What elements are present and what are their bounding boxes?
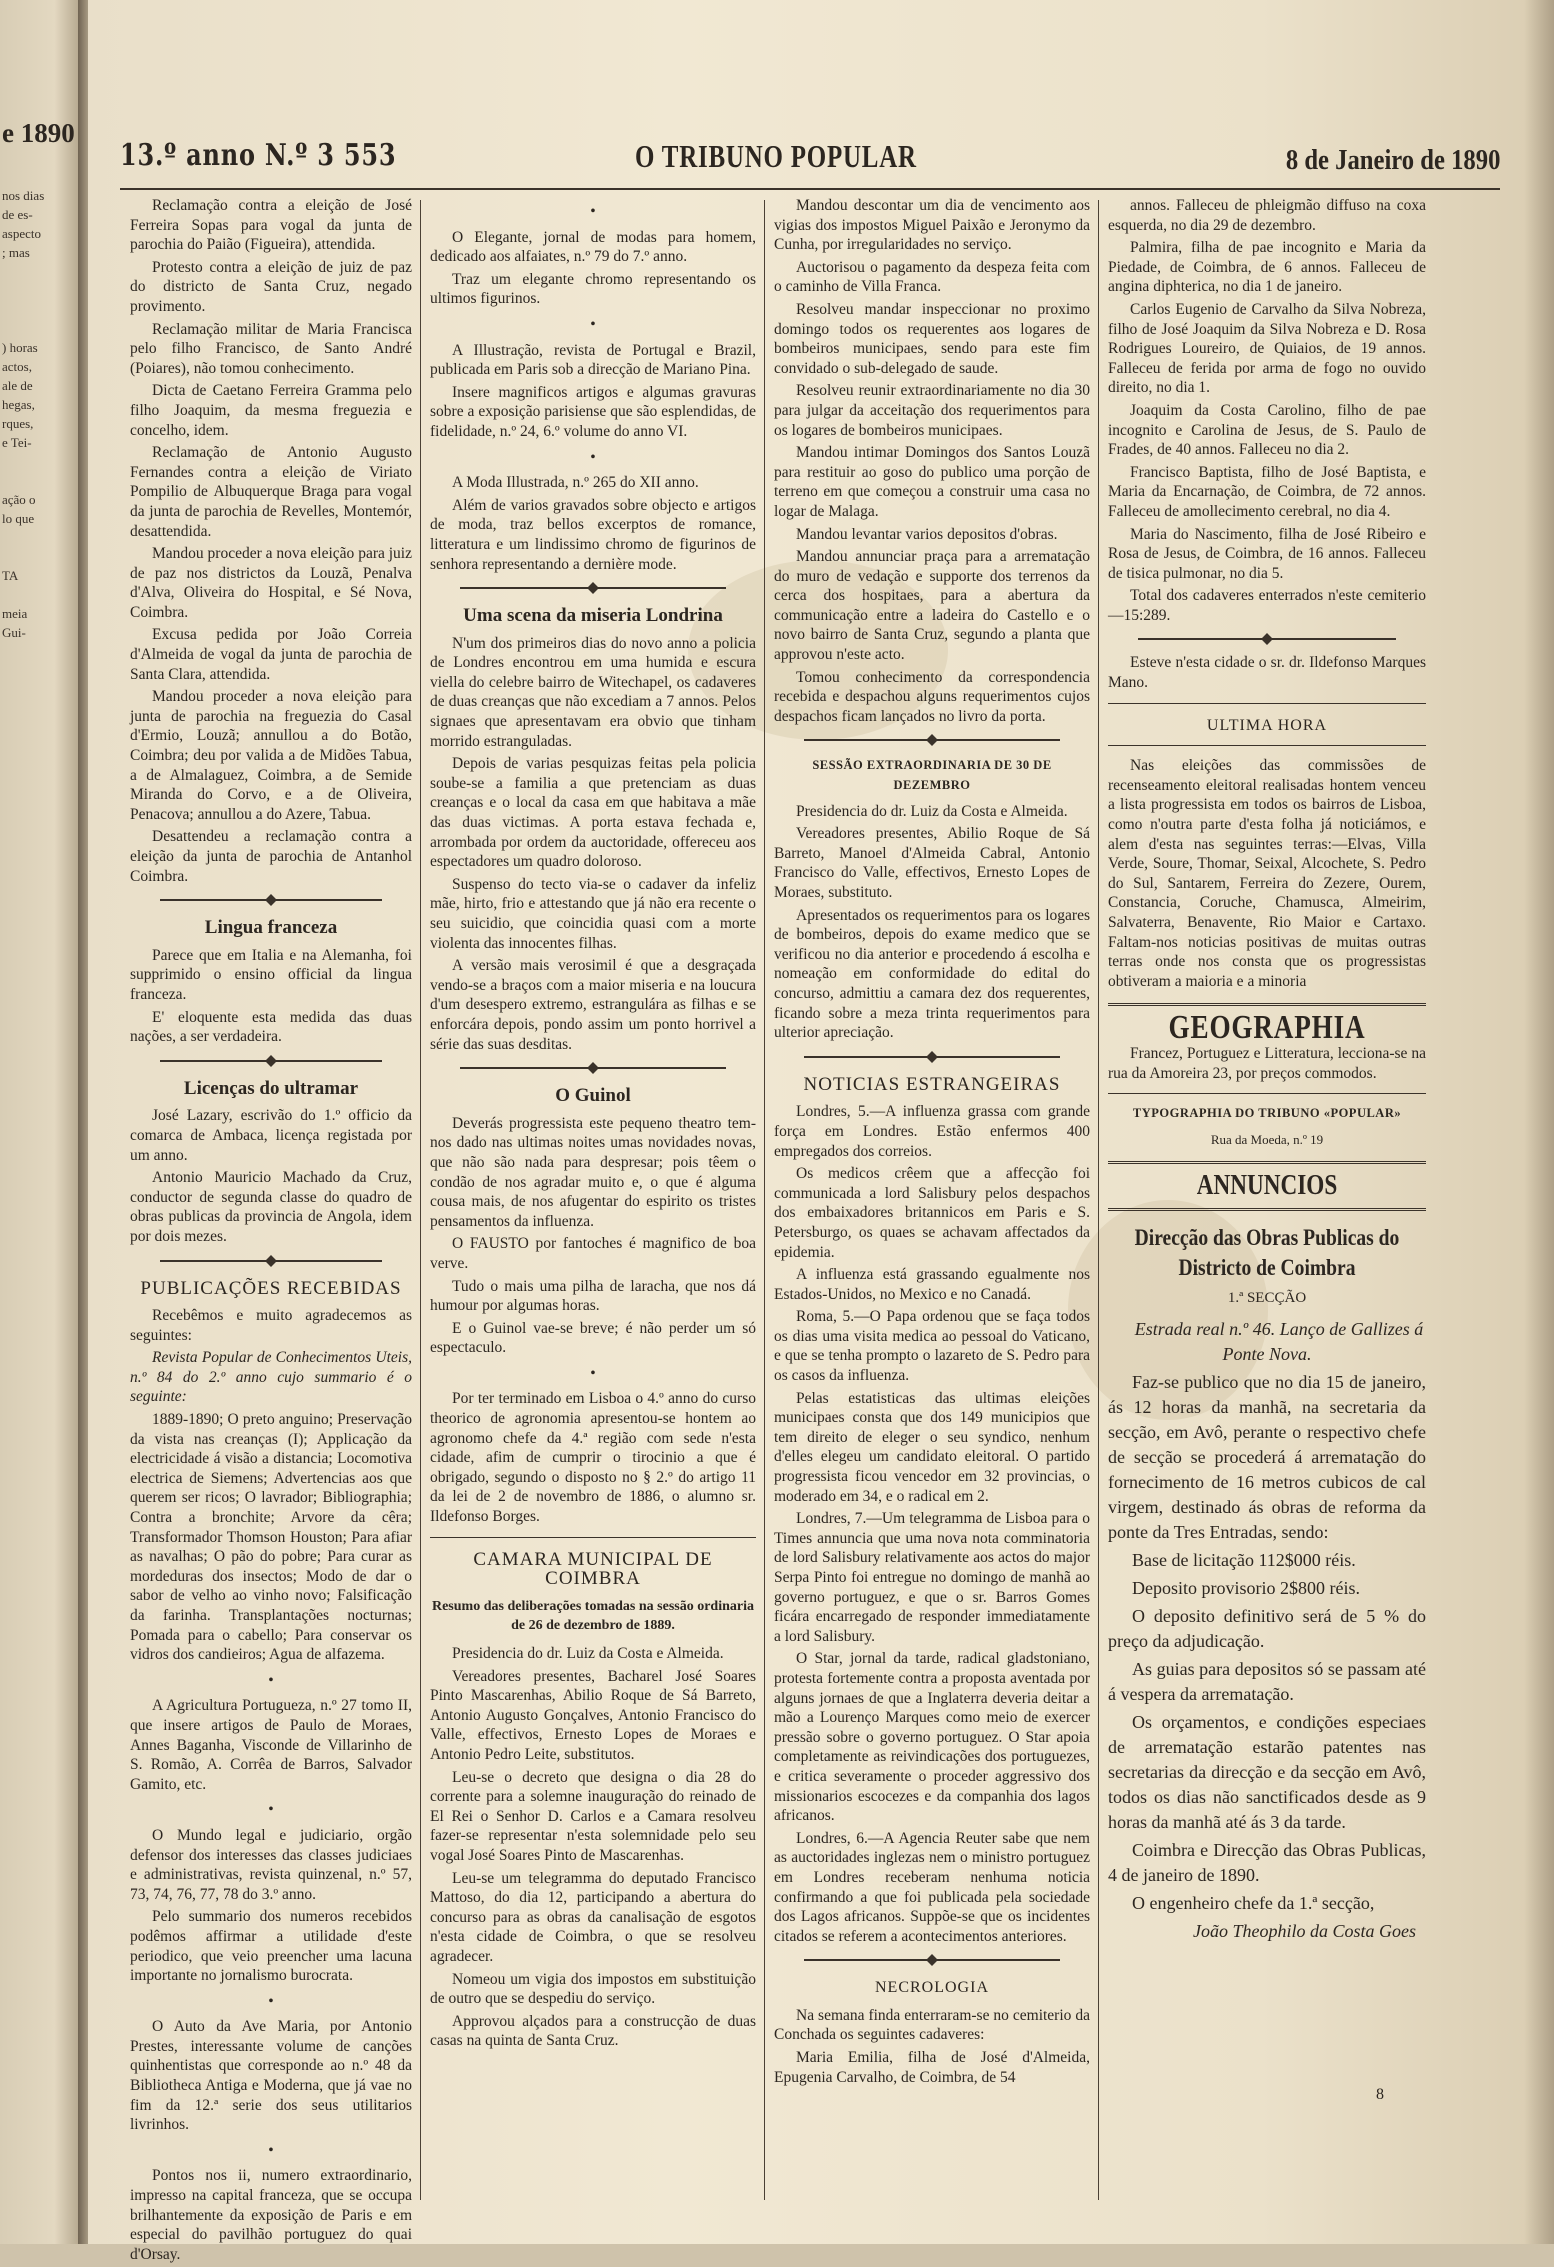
column-divider xyxy=(420,200,421,2200)
paragraph: A versão mais verosimil é que a desgraçada vendo-se a braços com a maior miseria e na loucura d'um desespero extremo, estrangulára as filhas e se enforcára depois, pondo assim um ponto horrivel a série das suas desditas. xyxy=(430,957,756,1053)
paragraph: Tomou conhecimento da correspondencia recebida e despachou alguns requerimentos cujos despachos ficam lançados no livro da porta. xyxy=(774,668,1090,725)
paragraph: Além de varios gravados sobre objecto e artigos de moda, traz bellos excerptos de romance, litteratura e um lindissimo chromo de figurinos de senhora representando a dernière mode. xyxy=(430,496,756,573)
notice-paragraph: As guias para depositos só se passam até á vespera da arrematação. xyxy=(1108,1658,1426,1704)
advert-heading: GEOGRAPHIA xyxy=(1168,1009,1366,1047)
column-divider xyxy=(764,200,765,2200)
paragraph: Leu-se um telegramma do deputado Francisco Mattoso, do dia 12, participando a abertura do concurso para as obras da canalisação de esgotos n'esta cidade de Coimbra, o que se resolveu agradecer. xyxy=(430,1869,756,1965)
paragraph: Mandou descontar um dia de vencimento aos vigias dos impostos Miguel Paixão e Jeronymo da Cunha, por irregularidades no serviço. xyxy=(774,197,1090,254)
column-3 xyxy=(774,196,1090,2090)
news-item: Os medicos crêem que a affecção foi communicada a lord Salisbury pelos despachos dos embaixadores britannicos em Paris e S. Petersburgo, os quaes se achavam affectados da epidemia. xyxy=(774,1165,1090,1261)
facing-page-fragment: ação o xyxy=(2,492,36,507)
masthead xyxy=(120,138,1500,184)
notice-paragraph: Deposito provisorio 2$800 réis. xyxy=(1132,1577,1360,1598)
section-heading: SESSÃO EXTRAORDINARIA DE 30 DE DEZEMBRO xyxy=(812,758,1052,793)
separator-star: • xyxy=(268,1992,274,2010)
section-heading: Lingua franceza xyxy=(204,917,338,939)
paragraph: O Auto da Ave Maria, por Antonio Prestes, interessante volume de canções quinhentistas que corresponde ao n.º 48 da Bibliotheca Antiga e Moderna, que já vae no fim da 12.ª serie dos seus utilitarios livrinhos. xyxy=(130,2018,412,2134)
paragraph: Nomeou um vigia dos impostos em substituição de outro que se despediu do serviço. xyxy=(430,1970,756,2008)
separator-rule xyxy=(1108,703,1426,704)
paragraph: Vereadores presentes, Abilio Roque de Sá Barreto, Manoel d'Almeida Cabral, Antonio Francisco do Valle, effectivos, Ernesto Lopes de Moraes, substituto. xyxy=(774,825,1090,901)
separator-ornament xyxy=(460,582,726,594)
paragraph: Pelo summario dos numeros recebidos podêmos affirmar a utilidade d'este periodico, que veio preencher uma lacuna importante no jornalismo burocrata. xyxy=(130,1908,412,1985)
section-label: 1.ª SECÇÃO xyxy=(1227,1289,1307,1306)
paragraph: Approvou alçados para a construcção de duas casas na quinta de Santa Cruz. xyxy=(430,2012,756,2050)
paragraph: Desattendeu a reclamação contra a eleição da junta de parochia de Antanhol Coimbra. xyxy=(130,828,412,885)
paragraph: Antonio Mauricio Machado da Cruz, conductor de segunda classe do quadro de obras publicas da provincia de Angola, idem por dois mezes. xyxy=(130,1169,412,1245)
news-item: Pelas estatisticas das ultimas eleições municipaes consta que dos 149 municipios que tem direito de eleger o seu syndico, nenhum d'elles elegeu um candidato eleitoral. O partido progressista ficou vencedor em 32 provincias, o moderado em 34, e o radical em 2. xyxy=(774,1389,1090,1505)
paragraph: A Illustração, revista de Portugal e Brazil, publicada em Paris sob a direcção de Mariano Pina. xyxy=(430,341,756,379)
obituary-entry: Carlos Eugenio de Carvalho da Silva Nobreza, filho de José Joaquim da Silva Nobreza e D. Rosa Rodrigues Loureiro, de Quiaios, de 19 annos. Falleceu de ferida por arma de fogo no ouvido direito, no dia 1. xyxy=(1108,300,1426,397)
paragraph: Deverás progressista este pequeno theatro tem-nos dado nas ultimas noites umas novidades novas, que não são nada para despresar; pois têem o condão de nos agradar muito e, o que é alguma cousa mais, de nos afugentar do espirito os tristes pensamentos da influenza. xyxy=(430,1114,756,1230)
paragraph: O Elegante, jornal de modas para homem, dedicado aos alfaiates, n.º 79 do 7.º anno. xyxy=(430,228,756,266)
facing-page-strip xyxy=(0,0,78,2244)
paragraph: N'um dos primeiros dias do novo anno a policia de Londres encontrou em uma humida e escura viella do celebre bairro de Witechapel, os cadaveres de duas creanças que não excediam a 7 annos. Pelos signaes que apresentavam era obvio que tinham morrido estranguladas. xyxy=(430,634,756,750)
road-reference: Estrada real n.º 46. Lanço de Gallizes á Ponte Nova. xyxy=(1134,1318,1424,1364)
advert-title: Direcção das Obras Publicas do Districto de Coimbra xyxy=(1134,1224,1400,1280)
separator-star: • xyxy=(590,203,596,220)
masthead-rule xyxy=(120,188,1500,190)
printer-name: TYPOGRAPHIA DO TRIBUNO «POPULAR» xyxy=(1132,1106,1402,1121)
paragraph: Leu-se o decreto que designa o dia 28 do corrente para a solemne inauguração do reinado de El Rei o Senhor D. Carlos e a Camara resolveu fazer-se representar n'esta solemnidade pelo seu vogal José Soares Pinto de Mascarenhas. xyxy=(430,1768,756,1864)
obituary-entry: Francisco Baptista, filho de José Baptista, e Maria da Encarnação, de Coimbra, de 72 annos. Falleceu de amollecimento cerebral, no dia 4. xyxy=(1108,463,1426,520)
issue-date: 8 de Janeiro de 1890 xyxy=(1285,144,1500,176)
signature: João Theophilo da Costa Goes xyxy=(1193,1920,1416,1941)
separator-star: • xyxy=(268,1801,274,1819)
separator-star: • xyxy=(590,315,596,333)
paragraph: Mandou proceder a nova eleição para junta de parochia na freguezia do Casal d'Ermio, Louzã; annullou a do Botão, Coimbra; deu por valida a de Midões Tabua, a de Almalaguez, Coimbra, a de Semide Miranda do Corvo, e a de Oliveira, Penacova; annullou a do Azere, Tabua. xyxy=(130,688,412,823)
obituary-entry: Maria Emilia, filha de José d'Almeida, Epugenia Carvalho, de Coimbra, de 54 xyxy=(774,2049,1090,2086)
paragraph: Protesto contra a eleição de juiz de paz do districto de Santa Cruz, negado provimento. xyxy=(130,258,412,315)
paragraph: Traz um elegante chromo representando os ultimos figurinos. xyxy=(430,270,756,308)
section-subheading: Resumo das deliberações tomadas na sessão ordinaria de 26 de dezembro de 1889. xyxy=(431,1598,754,1634)
paragraph: O Mundo legal e judiciario, orgão defensor dos interesses das classes judiciaes e administrativas, revista quinzenal, n.º 57, 73, 74, 76, 77, 78 do 3.º anno. xyxy=(130,1826,412,1903)
column-divider xyxy=(1098,200,1099,2200)
facing-page-fragment: meia xyxy=(2,606,28,621)
notice-paragraph: Base de licitação 112$000 réis. xyxy=(1132,1549,1356,1570)
paragraph: 1889-1890; O preto anguino; Preservação da vista nas creanças (I); Applicação da electricidade á visão a distancia; Locomotiva electrica de Siemens; Advertencias aos que querem ser ricos; O lavrador; Bibliographia; Contra a bronchite; Arvore da cêra; Transformador Thomson Houston; Para afiar as navalhas; O pão do pobre; Para curar as mordeduras dos insectos; Modo de dar o sabor de velho ao vinho novo; Falsificação da farinha. Transplantações nocturnas; Pomada para o cabello; Para conservar os vidros dos candieiros; Agua de alfazema. xyxy=(130,1411,412,1664)
paragraph: Pontos nos ii, numero extraordinario, impresso na capital franceza, que se occupa brilhantemente da exposição de Paris e em especial do pavilhão portuguez do quai d'Orsay. xyxy=(130,2167,412,2263)
obituary-entry: annos. Falleceu de phleigmão diffuso na coxa esquerda, no dia 29 de dezembro. xyxy=(1108,197,1426,234)
obituary-entry: Maria do Nascimento, filha de José Ribeiro e Rosa de Jesus, de Coimbra, de 16 annos. Falleceu de tisica pulmonar, no dia 5. xyxy=(1108,525,1426,582)
paragraph: Recebêmos e muito agradecemos as seguintes: xyxy=(130,1307,412,1344)
paragraph: Parece que em Italia e na Alemanha, foi supprimido o ensino official da lingua franceza. xyxy=(130,946,412,1003)
separator-rule xyxy=(1108,1003,1426,1006)
separator-ornament xyxy=(160,1055,382,1067)
paragraph: José Lazary, escrivão do 1.º officio da comarca de Ambaca, licença registada por um anno. xyxy=(130,1107,412,1164)
separator-star: • xyxy=(590,448,596,466)
printer-address: Rua da Moeda, n.º 19 xyxy=(1210,1131,1324,1147)
column-1 xyxy=(130,196,412,2267)
paragraph: Por ter terminado em Lisboa o 4.º anno do curso theorico de agronomia apresentou-se hontem ao agronomo chefe da 4.ª região com sede n'esta cidade, afim de cumprir o tirocinio a que é obrigado, segundo o disposto no § 2.º do artigo 11 da lei de 2 de novembro de 1886, o alumno sr. Ildefonso Borges. xyxy=(430,1390,756,1526)
paragraph: Depois de varias pesquizas feitas pela policia soube-se a familia a que pretenciam as duas creanças e o local da casa em que habitava a mãe das duas victimas. A porta estava fechada e, arrombada por ordem da auctoridade, offereceu aos espectadores um quadro doloroso. xyxy=(430,755,756,871)
newspaper-page xyxy=(88,0,1554,2263)
paragraph: Vereadores presentes, Bacharel José Soares Pinto Mascarenhas, Abilio Roque de Sá Barreto, Antonio Augusto Gonçalves, Antonio Francisco do Valle, effectivos, Ernesto Lopes de Moraes e Antonio Pedro Leite, substitutos. xyxy=(430,1667,756,1763)
separator-ornament xyxy=(1138,633,1396,645)
section-heading: Uma scena da miseria Londrina xyxy=(463,605,723,627)
book-gutter xyxy=(78,0,88,2244)
page-number: 8 xyxy=(1376,2086,1384,2103)
paragraph: Presidencia do dr. Luiz da Costa e Almeida. xyxy=(452,1645,724,1662)
notice-paragraph: Os orçamentos, e condições especiaes de arrematação estarão patentes nas secretarias da direcção e da secção em Avô, todos os dias não sanctificados desde as 9 horas da manhã até ás 3 da tarde. xyxy=(1108,1711,1426,1832)
separator-star: • xyxy=(590,1364,596,1382)
news-item: O Star, jornal da tarde, radical gladstoniano, protesta fortemente contra a proposta aventada por alguns jornaes de que a Inglaterra deveria deitar a mão a Lourenço Marques como meio de exercer pressão sobre o governo portuguez. O Star apoia completamente as reivindicações dos portuguezes, e critica severamente o proceder aggressivo dos missionarios escocezes e da companhia dos lagos africanos. xyxy=(774,1650,1090,1825)
section-heading: NECROLOGIA xyxy=(875,1979,989,1997)
separator-ornament xyxy=(460,1062,726,1074)
paragraph: Presidencia do dr. Luiz da Costa e Almeida. xyxy=(796,802,1068,820)
facing-page-year: e 1890 xyxy=(2,118,75,148)
column-2 xyxy=(430,196,756,2054)
facing-page-fragment: Gui- xyxy=(2,625,26,640)
notice-paragraph: O deposito definitivo será de 5 % do preço da adjudicação. xyxy=(1108,1605,1426,1651)
facing-page-fragment: hegas, xyxy=(2,397,35,412)
news-item: Londres, 6.—A Agencia Reuter sabe que nem as auctoridades inglezas nem o ministro portuguez em Londres receberam nenhuma noticia confirmando a que foi publicada pela sociedade dos Lagos africanos. Suppõe-se que os incidentes citados se referem a acontecimentos anteriores. xyxy=(774,1829,1090,1945)
paragraph: Resolveu mandar inspeccionar no proximo domingo todos os requerentes aos logares de bombeiros municipaes, sendo para este fim convidado o sub-delegado de saude. xyxy=(774,300,1090,377)
paragraph: Auctorisou o pagamento da despeza feita com o caminho de Villa Franca. xyxy=(774,258,1090,296)
separator-rule xyxy=(430,1537,756,1538)
obituary-entry: Joaquim da Costa Carolino, filho de pae incognito e Carolina de Jesus, de S. Paulo de Frades, de 40 annos. Falleceu no dia 2. xyxy=(1108,401,1426,459)
newspaper-title: O TRIBUNO POPULAR xyxy=(635,138,917,174)
paragraph: Suspenso do tecto via-se o cadaver da infeliz mãe, hirto, frio e attestando que já não era recente o seu suicidio, que coincidia quasi com a morte violenta das innocentes filhas. xyxy=(430,875,756,952)
separator-star: • xyxy=(268,2141,274,2159)
facing-page-fragment: e Tei- xyxy=(2,435,32,450)
paragraph: Mandou levantar varios depositos d'obras. xyxy=(796,525,1058,543)
paragraph: Mandou annunciar praça para a arrematação do muro de vedação e supporte dos terrenos da cerca dos hospitaes, para a abertura da communicação entre a ladeira do Castello e o novo bairro de Santa Cruz, segundo a planta que approvou n'este acto. xyxy=(774,548,1090,664)
paragraph: E o Guinol vae-se breve; é não perder um só espectaculo. xyxy=(430,1319,756,1357)
obituary-entry: Palmira, filha de pae incognito e Maria da Piedade, de Coimbra, de 6 annos. Falleceu de angina diphterica, no dia 1 de janeiro. xyxy=(1108,239,1426,296)
facing-page-fragment: aspecto xyxy=(2,226,41,241)
paragraph: Resolveu reunir extraordinariamente no dia 30 para julgar da acceitação dos requerimentos para os logares de bombeiros municipaes. xyxy=(774,382,1090,439)
paragraph: Reclamação de Antonio Augusto Fernandes contra a eleição de Viriato Pompilio de Albuquerque Braga para vogal da junta de parochia de Revelles, Montemór, desattendida. xyxy=(130,444,412,540)
paragraph: Insere magnificos artigos e algumas gravuras sobre a exposição parisiense que são esplendidas, de fidelidade, n.º 24, 6.º volume do anno VI. xyxy=(430,383,756,440)
column-4 xyxy=(1108,196,1426,1947)
section-heading: NOTICIAS ESTRANGEIRAS xyxy=(803,1073,1061,1095)
paragraph: Dicta de Caetano Ferreira Gramma pelo filho Joaquim, da mesma freguezia e concelho, idem. xyxy=(130,382,412,439)
paragraph: O FAUSTO por fantoches é magnifico de boa verve. xyxy=(430,1235,756,1272)
news-item: Londres, 5.—A influenza grassa com grande força em Londres. Estão enfermos 400 empregados dos correios. xyxy=(774,1103,1090,1160)
paragraph: A Moda Illustrada, n.º 265 do XII anno. xyxy=(452,474,699,492)
section-heading: CAMARA MUNICIPAL DE COIMBRA xyxy=(473,1548,713,1590)
news-item: Roma, 5.—O Papa ordenou que se faça todos os dias uma visita medica ao pessoal do Vaticano, e que se tenha prompto o lazareto de S. Pedro para os casos da influenza. xyxy=(774,1308,1090,1385)
separator-rule xyxy=(1108,1208,1426,1211)
separator-rule xyxy=(1108,1093,1426,1094)
paragraph: Nas eleições das commissões de recenseamento eleitoral realisadas hontem venceu a lista progressista em todos os bairros de Lisboa, como n'outra parte d'esta folha já noticiámos, e alem d'esta nas seguintes terras:—Elvas, Villa Verde, Soure, Thomar, Seixal, Alcochete, S. Pedro do Sul, Santarem, Ferreira do Zezere, Ourem, Constancia, Coruche, Chamusca, Almeirim, Salvaterra, Benavente, Rio Maior e Cartaxo. Faltam-nos noticias positivas de muitas outras terras onde nos consta que os progressistas obtiveram a maioria e a minoria xyxy=(1108,757,1426,990)
separator-rule xyxy=(1108,1161,1426,1164)
paragraph: Revista Popular de Conhecimentos Uteis, n.º 84 do 2.º anno cujo summario é o seguinte: xyxy=(130,1349,412,1406)
separator-ornament xyxy=(160,1255,382,1267)
obituary-entry: Na semana finda enterraram-se no cemiterio da Conchada os seguintes cadaveres: xyxy=(774,2006,1090,2044)
paragraph: A Agricultura Portugueza, n.º 27 tomo II, que insere artigos de Paulo de Moraes, Annes Baganha, Visconde de Villarinho de S. Romão, A. Corrêa de Barros, Salvador Gamito, etc. xyxy=(130,1697,412,1793)
facing-page-fragment: ale de xyxy=(2,378,33,393)
district-council-decisions xyxy=(130,196,412,886)
issue-number: 13.º anno N.º 3 553 xyxy=(120,138,397,173)
paragraph: Mandou proceder a nova eleição para juiz de paz nos districtos da Louzã, Penalva d'Alva, Oliveira do Hospital, e Sé Nova, Coimbra. xyxy=(130,545,412,621)
facing-page-fragment: ) horas xyxy=(2,340,38,355)
facing-page-fragment: actos, xyxy=(2,359,32,374)
paragraph: E' eloquente esta medida das duas nações, a ser verdadeira. xyxy=(130,1008,412,1046)
obituary-entry: Total dos cadaveres enterrados n'este cemiterio—15:289. xyxy=(1108,587,1426,624)
news-item: Londres, 7.—Um telegramma de Lisboa para o Times annuncia que uma nova nota comminatoria de lord Salisbury relativamente aos actos do major Serpa Pinto foi entregue no domingo de manhã ao governo portuguez, e que o sr. Barros Gomes ficára encarregado de responder immediatamente a lord Salisbury. xyxy=(774,1510,1090,1645)
notice-paragraph: Faz-se publico que no dia 15 de janeiro, ás 12 horas da manhã, na secretaria da secção, em Avô, perante o respectivo chefe de secção se procederá á arrematação do fornecimento de 16 metros cubicos de cal virgem, destinado ás obras de reforma da ponte da Tres Entradas, sendo: xyxy=(1108,1371,1426,1542)
separator-ornament xyxy=(804,1954,1060,1966)
notice-paragraph: O engenheiro chefe da 1.ª secção, xyxy=(1132,1892,1375,1913)
separator-ornament xyxy=(804,734,1060,746)
section-heading: Licenças do ultramar xyxy=(183,1077,359,1099)
separator-rule xyxy=(1108,745,1426,746)
paragraph: Esteve n'esta cidade o sr. dr. Ildefonso Marques Mano. xyxy=(1108,654,1426,692)
facing-page-fragment: de es- xyxy=(2,207,33,222)
paragraph: Francez, Portuguez e Litteratura, lecciona-se na rua da Amoreira 23, por preços commodos. xyxy=(1108,1044,1426,1082)
separator-star: • xyxy=(268,1671,274,1689)
paragraph: Mandou intimar Domingos dos Santos Louzã para restituir ao goso do publico uma porção de terreno em que começou a construir uma casa no logar de Malaga. xyxy=(774,444,1090,520)
annuncios-heading: ANNUNCIOS xyxy=(1196,1169,1338,1202)
facing-page-fragment: lo que xyxy=(2,511,35,526)
separator-ornament xyxy=(160,894,382,906)
paragraph: Reclamação militar de Maria Francisca pelo filho Francisco, de Santo André (Poiares), não tomou conhecimento. xyxy=(130,320,412,377)
separator-ornament xyxy=(804,1051,1060,1063)
section-heading: ULTIMA HORA xyxy=(1206,716,1328,734)
facing-page-fragment: rques, xyxy=(2,416,34,431)
paragraph: Excusa pedida por João Correia d'Almeida de vogal da junta de parochia de Santa Clara, attendida. xyxy=(130,626,412,683)
news-item: A influenza está grassando egualmente nos Estados-Unidos, no Mexico e no Canadá. xyxy=(774,1266,1090,1303)
facing-page-fragment: nos dias xyxy=(2,188,45,203)
paragraph: Apresentados os requerimentos para os logares de bombeiros, depois do exame medico que se verificou no dia anterior e procedendo á escolha e nomeação em conformidade do edital do concurso, admittiu a camara dez dos requerentes, ficando sobre a meza trinta requerimentos para ulterior apreciação. xyxy=(774,906,1090,1042)
facing-page-fragment: ; mas xyxy=(2,245,30,260)
facing-page-fragment: TA xyxy=(2,568,19,583)
notice-paragraph: Coimbra e Direcção das Obras Publicas, 4 de janeiro de 1890. xyxy=(1108,1839,1426,1885)
paragraph: Tudo o mais uma pilha de laracha, que nos dá humour por algumas horas. xyxy=(430,1277,756,1315)
section-heading: O Guinol xyxy=(555,1085,631,1107)
paragraph: Reclamação contra a eleição de José Ferreira Sopas para vogal da junta de parochia do Paião (Figueira), attendida. xyxy=(130,197,412,254)
section-heading: PUBLICAÇÕES RECEBIDAS xyxy=(140,1277,402,1299)
